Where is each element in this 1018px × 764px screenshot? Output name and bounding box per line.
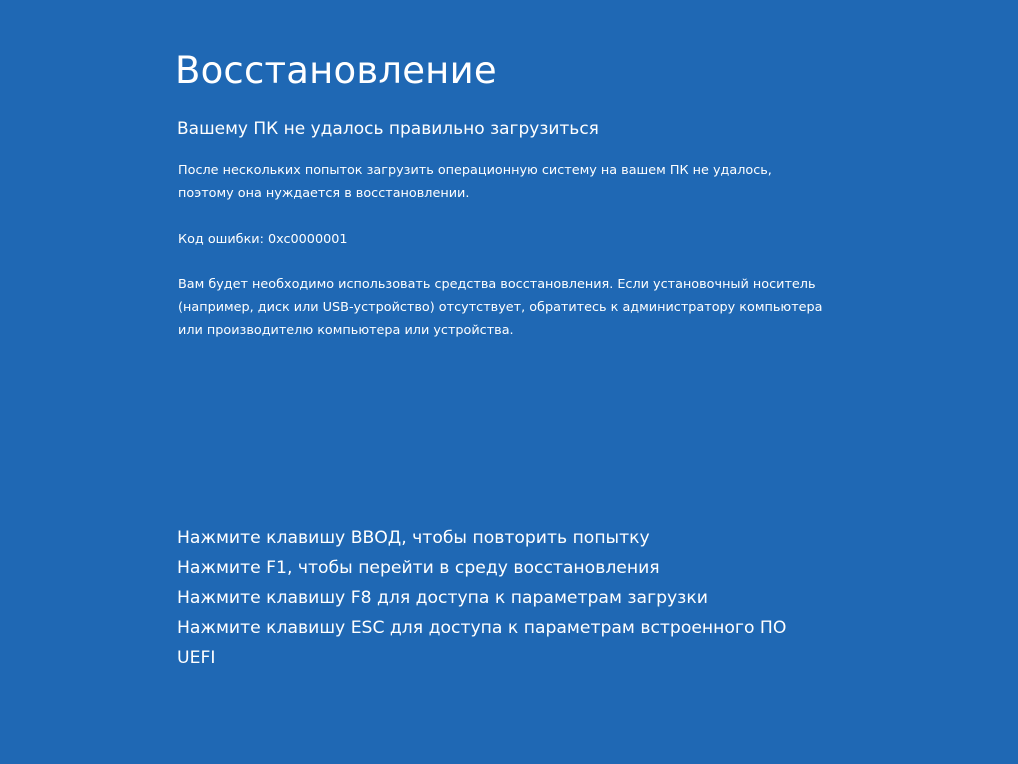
description-line: поэтому она нуждается в восстановлении.	[178, 186, 470, 201]
error-code: Код ошибки: 0xc0000001	[178, 232, 348, 247]
key-options	[177, 523, 797, 673]
page-title: Восстановление	[175, 49, 497, 92]
option-enter-retry[interactable]: Нажмите клавишу ВВОД, чтобы повторить попытку	[177, 528, 650, 548]
instructions-line: Вам будет необходимо использовать средства восстановления. Если установочный носитель	[178, 277, 816, 292]
instructions-line: (например, диск или USB-устройство) отсутствует, обратитесь к администратору компьютера	[178, 300, 823, 315]
option-f1-recovery[interactable]: Нажмите F1, чтобы перейти в среду восстановления	[177, 558, 660, 578]
error-subtitle: Вашему ПК не удалось правильно загрузиться	[177, 119, 599, 139]
instructions-line: или производителю компьютера или устройства.	[178, 323, 514, 338]
option-esc-uefi-settings-continued[interactable]: UEFI	[177, 648, 216, 668]
option-esc-uefi-settings[interactable]: Нажмите клавишу ESC для доступа к параметрам встроенного ПО	[177, 618, 787, 638]
recovery-instructions	[178, 273, 823, 342]
description-line: После нескольких попыток загрузить операционную систему на вашем ПК не удалось,	[178, 163, 772, 178]
error-description	[178, 159, 818, 205]
option-f8-startup-settings[interactable]: Нажмите клавишу F8 для доступа к параметрам загрузки	[177, 588, 708, 608]
